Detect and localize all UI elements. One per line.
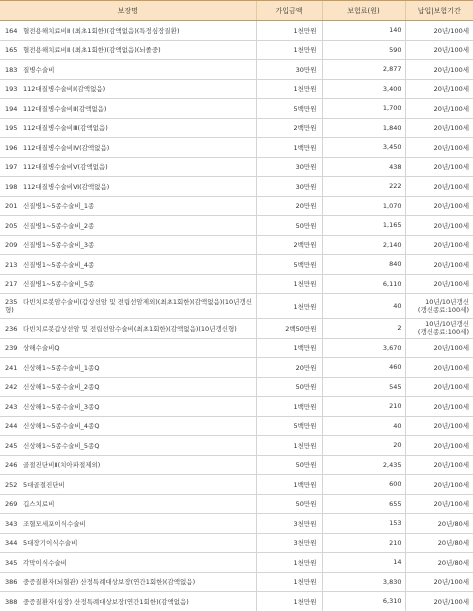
coverage-code: 236 (5, 324, 18, 333)
coverage-name: 5대골절진단비 (23, 480, 65, 489)
table-row (0, 455, 473, 475)
coverage-name-cell (0, 157, 256, 177)
amount-cell: 1천만원 (256, 592, 322, 612)
period-cell: 20년/100세 (405, 196, 473, 216)
coverage-name: 혈전용해치료비Ⅱ (최초1회한)(감액없음)(특정심장질환) (23, 26, 180, 35)
coverage-code: 194 (5, 104, 18, 113)
table-row (0, 157, 473, 177)
table-row (0, 475, 473, 495)
coverage-name-cell (0, 177, 256, 197)
premium-cell: 600 (322, 475, 405, 495)
amount-cell: 50만원 (256, 377, 322, 397)
coverage-name-cell (0, 553, 256, 573)
premium-cell: 20 (322, 436, 405, 456)
coverage-name-cell (0, 397, 256, 417)
coverage-code: 242 (5, 383, 18, 392)
coverage-code: 213 (5, 260, 18, 269)
coverage-name: 신질병1~5종수술비_2종 (23, 221, 95, 230)
period-cell (405, 294, 473, 319)
coverage-name: 신상해1~5종수술비_2종Q (23, 383, 100, 392)
table-row (0, 377, 473, 397)
table-body (0, 21, 473, 612)
header-coverage-name: 보장명 (0, 1, 256, 21)
coverage-code: 165 (5, 46, 18, 55)
period-cell: 20년/80세 (405, 533, 473, 553)
coverage-name: 골절진단비Ⅱ(치아파절제외) (23, 461, 101, 470)
period-cell: 20년/100세 (405, 40, 473, 60)
amount-cell: 1백만원 (256, 138, 322, 158)
coverage-name: 조혈모세포이식수술비 (23, 519, 86, 528)
premium-cell: 40 (322, 294, 405, 319)
amount-cell: 30만원 (256, 157, 322, 177)
table-row (0, 177, 473, 197)
coverage-name: 신질병1~5종수술비_4종 (23, 260, 95, 269)
premium-cell: 590 (322, 40, 405, 60)
coverage-name: 신상해1~5종수술비_5종Q (23, 441, 100, 450)
period-cell: 20년/100세 (405, 377, 473, 397)
coverage-name-cell (0, 99, 256, 119)
premium-cell: 6,310 (322, 592, 405, 612)
premium-cell: 460 (322, 358, 405, 378)
amount-cell: 20만원 (256, 196, 322, 216)
coverage-code: 205 (5, 221, 18, 230)
coverage-code: 345 (5, 558, 18, 567)
coverage-name: 신질병1~5종수술비_3종 (23, 241, 95, 250)
table-row (0, 358, 473, 378)
amount-cell: 2백50만원 (256, 319, 322, 339)
coverage-name: 112대질병수술비Ⅲ(감액없음) (23, 124, 108, 133)
coverage-name: 112대질병수술비Ⅵ(감액없음) (23, 182, 110, 191)
coverage-name: 중증질환자(심장) 산정특례대상보장(연간1회한)(감액없음) (23, 597, 189, 606)
coverage-code: 196 (5, 143, 18, 152)
coverage-code: 239 (5, 344, 18, 353)
table-row (0, 21, 473, 41)
table-row (0, 338, 473, 358)
premium-cell: 140 (322, 21, 405, 41)
coverage-code: 245 (5, 441, 18, 450)
coverage-name: 혈전용해치료비Ⅱ (최초1회한)(감액없음)(뇌졸중) (23, 46, 161, 55)
period-cell: 20년/100세 (405, 494, 473, 514)
coverage-name-cell (0, 338, 256, 358)
amount-cell: 1천만원 (256, 40, 322, 60)
amount-cell: 5백만원 (256, 416, 322, 436)
coverage-code: 243 (5, 402, 18, 411)
premium-cell: 14 (322, 553, 405, 573)
amount-cell: 3천만원 (256, 533, 322, 553)
period-cell: 20년/100세 (405, 60, 473, 80)
period-text: 10년/10년갱신 (425, 298, 469, 306)
amount-cell: 5백만원 (256, 99, 322, 119)
coverage-code: 195 (5, 124, 18, 133)
coverage-name-cell (0, 319, 256, 339)
period-cell: 20년/100세 (405, 157, 473, 177)
coverage-name-cell (0, 60, 256, 80)
coverage-code: 235 (5, 297, 18, 306)
period-cell: 20년/100세 (405, 572, 473, 592)
coverage-code: 388 (5, 597, 18, 606)
coverage-code: 244 (5, 422, 18, 431)
table-row (0, 553, 473, 573)
coverage-code: 201 (5, 202, 18, 211)
premium-cell: 2,435 (322, 455, 405, 475)
amount-cell: 50만원 (256, 216, 322, 236)
coverage-name-cell (0, 436, 256, 456)
period-cell: 20년/100세 (405, 338, 473, 358)
amount-cell: 5백만원 (256, 255, 322, 275)
amount-cell: 30만원 (256, 60, 322, 80)
period-cell: 20년/100세 (405, 235, 473, 255)
premium-cell: 2,877 (322, 60, 405, 80)
coverage-name: 다빈치로봇암수술비(갑상선암 및 전립선암제외)(최초1회한)(감액없음)(10년갱신형) (5, 297, 252, 314)
period-cell: 20년/100세 (405, 255, 473, 275)
table-row (0, 592, 473, 612)
premium-cell: 3,400 (322, 79, 405, 99)
coverage-code: 343 (5, 519, 18, 528)
coverage-code: 246 (5, 461, 18, 470)
coverage-code: 197 (5, 163, 18, 172)
coverage-name-cell (0, 79, 256, 99)
table-row (0, 416, 473, 436)
period-cell: 20년/100세 (405, 21, 473, 41)
table-row (0, 118, 473, 138)
amount-cell: 1천만원 (256, 294, 322, 319)
header-amount: 가입금액 (256, 1, 322, 21)
table-row (0, 494, 473, 514)
amount-cell: 1천만원 (256, 436, 322, 456)
coverage-name-cell (0, 572, 256, 592)
header-premium: 보험료(원) (322, 1, 405, 21)
premium-cell: 210 (322, 533, 405, 553)
period-cell: 20년/100세 (405, 118, 473, 138)
premium-cell: 210 (322, 397, 405, 417)
period-cell: 20년/100세 (405, 416, 473, 436)
amount-cell: 1백만원 (256, 338, 322, 358)
premium-cell: 222 (322, 177, 405, 197)
amount-cell: 1천만원 (256, 21, 322, 41)
period-cell: 20년/100세 (405, 274, 473, 294)
coverage-name: 신질병1~5종수술비_5종 (23, 280, 95, 289)
coverage-code: 198 (5, 182, 18, 191)
amount-cell: 1천만원 (256, 79, 322, 99)
table-header (0, 1, 473, 21)
coverage-name: 신상해1~5종수술비_1종Q (23, 363, 100, 372)
table-row (0, 533, 473, 553)
coverage-name-cell (0, 21, 256, 41)
period-cell: 20년/100세 (405, 436, 473, 456)
header-row (0, 1, 473, 21)
coverage-code: 252 (5, 480, 18, 489)
coverage-name-cell (0, 274, 256, 294)
coverage-name-cell (0, 255, 256, 275)
coverage-name-cell (0, 235, 256, 255)
coverage-name: 112대질병수술비Ⅰ(감액없음) (23, 85, 106, 94)
coverage-name-cell (0, 358, 256, 378)
table-row (0, 294, 473, 319)
table-row (0, 60, 473, 80)
amount-cell: 1천만원 (256, 553, 322, 573)
period-cell: 20년/100세 (405, 138, 473, 158)
coverage-name-cell (0, 118, 256, 138)
table-row (0, 572, 473, 592)
premium-cell: 3,830 (322, 572, 405, 592)
period-cell: 20년/100세 (405, 358, 473, 378)
premium-cell: 438 (322, 157, 405, 177)
coverage-code: 193 (5, 85, 18, 94)
table-row (0, 436, 473, 456)
amount-cell: 1천만원 (256, 572, 322, 592)
header-period: 납입|보험기간 (405, 1, 473, 21)
coverage-code: 217 (5, 280, 18, 289)
coverage-code: 164 (5, 26, 18, 35)
amount-cell: 20만원 (256, 358, 322, 378)
coverage-name-cell (0, 40, 256, 60)
premium-cell: 1,070 (322, 196, 405, 216)
premium-cell: 655 (322, 494, 405, 514)
coverage-name-cell (0, 533, 256, 553)
period-cell: 20년/100세 (405, 475, 473, 495)
period-cell: 20년/100세 (405, 455, 473, 475)
premium-cell: 2,140 (322, 235, 405, 255)
premium-cell: 1,165 (322, 216, 405, 236)
coverage-name: 112대질병수술비Ⅳ(감액없음) (23, 143, 110, 152)
coverage-name-cell (0, 455, 256, 475)
table-row (0, 216, 473, 236)
amount-cell: 1백만원 (256, 397, 322, 417)
table-row (0, 514, 473, 534)
premium-cell: 153 (322, 514, 405, 534)
coverage-code: 183 (5, 65, 18, 74)
coverage-name-cell (0, 514, 256, 534)
coverage-code: 241 (5, 363, 18, 372)
coverage-name: 중증질환자(뇌혈관) 산정특례대상보장(연간1회한)(감액없음) (23, 578, 196, 587)
coverage-name-cell (0, 138, 256, 158)
amount-cell: 3천만원 (256, 514, 322, 534)
coverage-code: 269 (5, 500, 18, 509)
table-row (0, 79, 473, 99)
period-text: 10년/10년갱신 (425, 320, 469, 329)
amount-cell: 2백만원 (256, 118, 322, 138)
premium-cell: 6,110 (322, 274, 405, 294)
table-row (0, 397, 473, 417)
table-row (0, 274, 473, 294)
coverage-name: 신질병1~5종수술비_1종 (23, 202, 95, 211)
amount-cell: 1백만원 (256, 475, 322, 495)
amount-cell: 1천만원 (256, 274, 322, 294)
amount-cell: 2백만원 (256, 235, 322, 255)
coverage-name: 질병수술비 (23, 65, 55, 74)
coverage-name: 신상해1~5종수술비_4종Q (23, 422, 100, 431)
coverage-name-cell (0, 592, 256, 612)
coverage-name-cell (0, 216, 256, 236)
table-row (0, 319, 473, 339)
period-cell: 20년/100세 (405, 216, 473, 236)
table-row (0, 138, 473, 158)
premium-cell: 3,450 (322, 138, 405, 158)
period-cell: 20년/80세 (405, 514, 473, 534)
period-cell: 20년/100세 (405, 177, 473, 197)
renewal-end-text: (갱신종료:100세) (417, 328, 469, 337)
period-cell: 20년/100세 (405, 592, 473, 612)
premium-cell: 40 (322, 416, 405, 436)
period-cell (405, 319, 473, 339)
period-cell: 20년/100세 (405, 397, 473, 417)
coverage-name-cell (0, 294, 256, 319)
coverage-name: 다빈치로봇갑상선암 및 전립선암수술비(최초1회한)(감액없음)(10년갱신형) (23, 324, 237, 333)
coverage-name: 각막이식수술비 (23, 558, 67, 567)
coverage-name-cell (0, 494, 256, 514)
amount-cell: 50만원 (256, 455, 322, 475)
table-row (0, 196, 473, 216)
period-cell: 20년/100세 (405, 79, 473, 99)
coverage-name: 상해수술비Q (23, 344, 60, 353)
table-row (0, 255, 473, 275)
premium-cell: 2 (322, 319, 405, 339)
amount-cell: 30만원 (256, 177, 322, 197)
period-cell: 20년/80세 (405, 553, 473, 573)
coverage-name: 112대질병수술비Ⅱ(감액없음) (23, 104, 107, 113)
coverage-name: 신상해1~5종수술비_3종Q (23, 402, 100, 411)
premium-cell: 545 (322, 377, 405, 397)
premium-cell: 1,700 (322, 99, 405, 119)
coverage-name: 깁스치료비 (23, 500, 55, 509)
renewal-end-text: (갱신종료:100세) (417, 306, 469, 314)
amount-cell: 50만원 (256, 494, 322, 514)
coverage-name: 5대장기이식수술비 (23, 539, 78, 548)
coverage-name-cell (0, 475, 256, 495)
premium-cell: 3,670 (322, 338, 405, 358)
coverage-name: 112대질병수술비Ⅴ(감액없음) (23, 163, 108, 172)
table-row (0, 99, 473, 119)
coverage-code: 386 (5, 578, 18, 587)
coverage-code: 209 (5, 241, 18, 250)
table-row (0, 235, 473, 255)
premium-cell: 840 (322, 255, 405, 275)
coverage-name-cell (0, 377, 256, 397)
coverage-name-cell (0, 416, 256, 436)
premium-cell: 1,840 (322, 118, 405, 138)
coverage-name-cell (0, 196, 256, 216)
period-cell: 20년/100세 (405, 99, 473, 119)
coverage-code: 344 (5, 539, 18, 548)
table-row (0, 40, 473, 60)
